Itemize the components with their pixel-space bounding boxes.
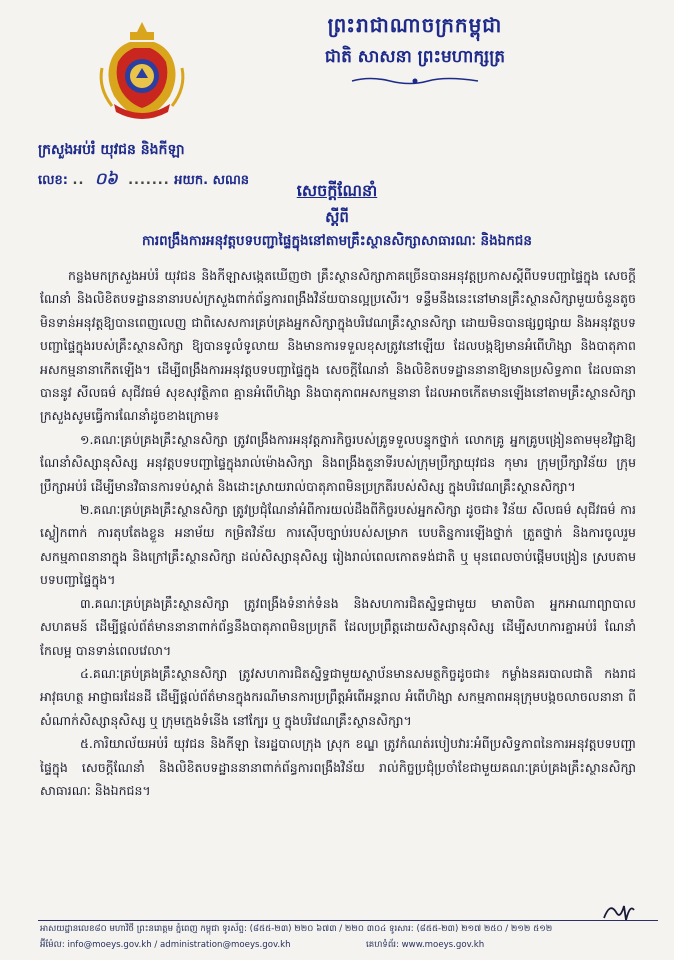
instruction-item-3: ៣.គណៈគ្រប់គ្រងគ្រឹះស្ថានសិក្សា ត្រូវពង្រឹងទំនាក់ទំនង និងសហការជិតស្និទ្ធជាមួយ មាតាបិតា អ្នកអាណាព្យាបាល សហគមន៍ ដើម្បីផ្ដល់ព័ត៌មាននានាពាក់ព័ន្ធនឹងបាតុភាពមិនប្រក្រតី ដែលប្រព្រឹត្តដោយសិស្សានុសិស្ស ដើម្បីសហការគ្នាអប់រំ ណែនាំ កែលម្អ បានទាន់ពេលវេលា។ <box>40 595 636 658</box>
document-subject: ការពង្រឹងការអនុវត្តបទបញ្ជាផ្ទៃក្នុងនៅតាមគ្រឹះស្ថានសិក្សាសាធារណៈ និងឯកជន <box>142 233 532 249</box>
reference-number: ០៦ <box>94 169 118 188</box>
national-motto: ជាតិ សាសនា ព្រះមហាក្សត្រ <box>324 47 506 67</box>
reference-dots-2: ....... <box>128 173 170 188</box>
instruction-item-4: ៤.គណៈគ្រប់គ្រងគ្រឹះស្ថានសិក្សា ត្រូវសហការជិតស្និទ្ធជាមួយស្ថាប័នមានសមត្ថកិច្ចដូចជា៖ កម្លាំងនគរបាលជាតិ កងរាជអាវុធហត្ថ អាជ្ញាធរដែនដី ដើម្បីផ្ដល់ព័ត៌មានក្នុងករណីមានការប្រព្រឹត្តអំពើអន្តរាល អំពើហិង្សា សកម្មភាពអនុក្រុមបង្កចលាចលនានា ពីសំណាក់សិស្សានុសិស្ស ឬ ក្រុមក្មេងទំនើង នៅក្បែរ ឬ ក្នុងបរិវេណគ្រឹះស្ថានសិក្សា។ <box>40 665 636 728</box>
ministry-emblem-icon <box>96 18 188 122</box>
ministry-name: ក្រសួងអប់រំ យុវជន និងកីឡា <box>38 142 185 158</box>
footer-email[interactable]: info@moeys.gov.kh / administration@moeys.gov.kh <box>67 940 291 950</box>
instruction-item-2: ២.គណៈគ្រប់គ្រងគ្រឹះស្ថានសិក្សា ត្រូវប្រជុំណែនាំអំពីការយល់ដឹងពីកិច្ចរបស់អ្នកសិក្សា ដូចជា៖ វិន័យ សីលធម៌ សុជីវធម៌ ការស្លៀកពាក់ ការតុបតែងខ្លួន អនាម័យ កម្រិតវិន័យ ការស៊ើបច្បាប់របស់សម្រាក បេបតិន្នការឡើងថ្នាក់ ត្រួតថ្នាក់ និងការចូលរួមសកម្មភាពនានាក្នុង និងក្រៅគ្រឹះស្ថានសិក្សា ដល់សិស្សានុសិស្ស រៀងរាល់ពេលកោតទង់ជាតិ ឬ មុនពេលចាប់ផ្ដើមបង្រៀន ស្របតាមបទបញ្ជាផ្ទៃក្នុង។ <box>40 502 636 588</box>
reference-code: អយក. សណន <box>174 173 250 188</box>
document-body <box>40 264 636 802</box>
document-subtitle-about: ស្ដីពី <box>325 208 349 226</box>
reference-label: លេខ: <box>38 173 68 188</box>
footer-email-label: អ៊ីម៉ែល: <box>40 940 65 950</box>
footer-divider <box>38 920 658 921</box>
motto-ornament-icon <box>350 76 480 86</box>
footer-address: អាសយដ្ឋានលេខ៨០ មហាវិថី ព្រះនរោត្តម ភ្នំពេញ កម្ពុជា ទូរស័ព្ទ: (៨៥៥-២៣) ២២០ ៦៧៣ / ២២០ ៣០៤ ទូរសារ: (៨៥៥-២៣) ២១៧ ២៥០ / ២១២ ៥១២ <box>40 924 553 934</box>
instruction-item-5: ៥.ការិយាល័យអប់រំ យុវជន និងកីឡា នៃរដ្ឋបាលក្រុង ស្រុក ខណ្ឌ ត្រូវកំណត់របៀបវារៈអំពីប្រសិទ្ធភាពនៃការអនុវត្តបទបញ្ជាផ្ទៃក្នុង សេចក្ដីណែនាំ និងលិខិតបទដ្ឋាននានាពាក់ព័ន្ធការពង្រឹងវិន័យ រាល់កិច្ចប្រជុំប្រចាំខែជាមួយគណៈគ្រប់គ្រងគ្រឹះស្ថានសិក្សាសាធារណៈ និងឯកជន។ <box>40 736 636 798</box>
intro-paragraph: កន្លងមកក្រសួងអប់រំ យុវជន និងកីឡាសង្កេតឃើញថា គ្រឹះស្ថានសិក្សាភាគច្រើនបានអនុវត្តប្រកាសស្ដីពីបទបញ្ជាផ្ទៃក្នុង សេចក្ដីណែនាំ និងលិខិតបទដ្ឋាននានារបស់ក្រសួងពាក់ព័ន្ធការពង្រឹងវិន័យបានល្អប្រសើរ។ ទន្ទឹមនឹងនេះនៅមានគ្រឹះស្ថានសិក្សាមួយចំនួនតូចមិនទាន់អនុវត្តឱ្យបានពេញលេញ ជាពិសេសការគ្រប់គ្រងអ្នកសិក្សាក្នុងបរិវេណគ្រឹះស្ថានសិក្សា ដោយមិនបានផ្សព្វផ្សាយ និងអនុវត្តបទបញ្ជាផ្ទៃក្នុងរបស់គ្រឹះស្ថានសិក្សា ឱ្យបានទូលំទូលាយ និងមានការទទួលខុសត្រូវនៅឡើយ ដែលបង្កឱ្យមានអំពើហិង្សា និងបាតុភាពអសកម្មនានាកើតឡើង។ ដើម្បីពង្រឹងការអនុវត្តបទបញ្ជាផ្ទៃក្នុង សេចក្ដីណែនាំ និងលិខិតបទដ្ឋាននានាឱ្យមានប្រសិទ្ធភាព ដែលធានាបាននូវ សីលធម៌ សុជីវធម៌ សុខសុវត្ថិភាព គ្មានអំពើហិង្សា និងបាតុភាពអសកម្មនានា ដែលអាចកើតមានឡើងនៅតាមគ្រឹះស្ថានសិក្សា ក្រសួងសូមធ្វើការណែនាំដូចខាងក្រោម៖ <box>40 268 636 424</box>
instruction-item-1: ១.គណៈគ្រប់គ្រងគ្រឹះស្ថានសិក្សា ត្រូវពង្រឹងការអនុវត្តភារកិច្ចរបស់គ្រូទទួលបន្ទុកថ្នាក់ លោកគ្រូ អ្នកគ្រូបង្រៀនតាមមុខវិជ្ជាឱ្យណែនាំសិស្សានុសិស្ស អនុវត្តបទបញ្ជាផ្ទៃក្នុងរាល់ម៉ោងសិក្សា និងពង្រឹងតួនាទីរបស់ក្រុមប្រឹក្សាយុវជន កុមារ ក្រុមប្រឹក្សាវិន័យ ក្រុមប្រឹក្សាអប់រំ ដើម្បីមានវិធានការទប់ស្កាត់ និងដោះស្រាយរាល់បាតុភាពមិនប្រក្រតីរបស់សិស្ស ក្នុងបរិវេណគ្រឹះស្ថានសិក្សា។ <box>40 431 636 494</box>
footer-website[interactable]: www.moeys.gov.kh <box>401 940 485 950</box>
reference-dots: .. <box>72 173 85 188</box>
kingdom-heading: ព្រះរាជាណាចក្រកម្ពុជា <box>327 13 503 37</box>
footer-website-label: គេហទំព័រ: <box>366 940 399 950</box>
document-title: សេចក្ដីណែនាំ <box>296 181 378 200</box>
footer-contacts <box>40 940 484 952</box>
